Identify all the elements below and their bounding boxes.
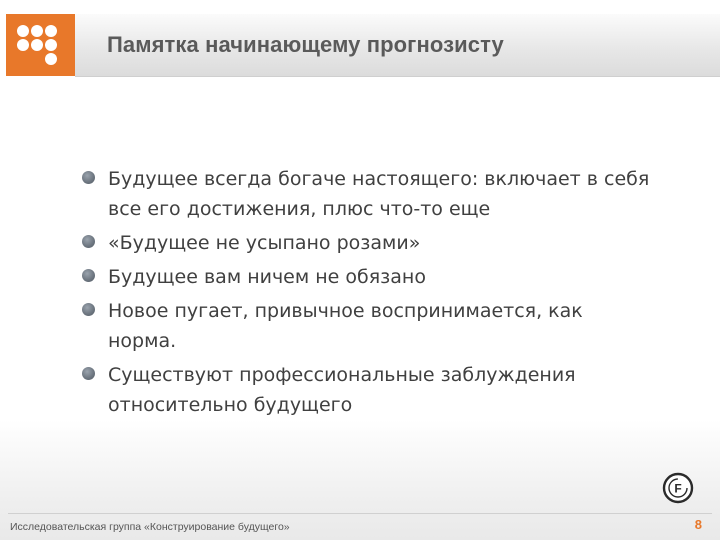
- bullet-item: [82, 296, 682, 356]
- bullet-text-line: все его достижения, плюс что-то еще: [108, 198, 491, 220]
- round-bullet-icon: [82, 269, 95, 282]
- footer-organization: Исследовательская группа «Конструирование будущего»: [10, 521, 290, 533]
- bullet-item: [82, 164, 682, 224]
- bullet-text-line: Будущее вам ничем не обязано: [108, 266, 426, 288]
- bullet-item: [82, 228, 682, 258]
- round-bullet-icon: [82, 303, 95, 316]
- bullet-text-line: Будущее всегда богаче настоящего: включает в себя: [108, 168, 650, 190]
- bullet-text-line: Новое пугает, привычное воспринимается, как: [108, 300, 583, 322]
- bullet-list: [82, 164, 682, 424]
- dot-grid-logo-icon: [6, 14, 75, 76]
- footer-divider: [8, 513, 712, 514]
- bullet-text-line: «Будущее не усыпано розами»: [108, 232, 421, 254]
- round-bullet-icon: [82, 367, 95, 380]
- footer-logo-letter: F: [674, 481, 682, 496]
- page-number: 8: [694, 517, 702, 532]
- bullet-text-line: Существуют профессиональные заблуждения: [108, 364, 576, 386]
- round-bullet-icon: [82, 235, 95, 248]
- slide-header: [0, 0, 720, 78]
- circle-f-logo-icon: [662, 472, 694, 504]
- slide-title: Памятка начинающему прогнозисту: [107, 32, 504, 57]
- bullet-text-line: относительно будущего: [108, 394, 353, 416]
- bullet-text-line: норма.: [108, 330, 177, 352]
- bullet-item: [82, 360, 682, 420]
- round-bullet-icon: [82, 171, 95, 184]
- bullet-item: [82, 262, 682, 292]
